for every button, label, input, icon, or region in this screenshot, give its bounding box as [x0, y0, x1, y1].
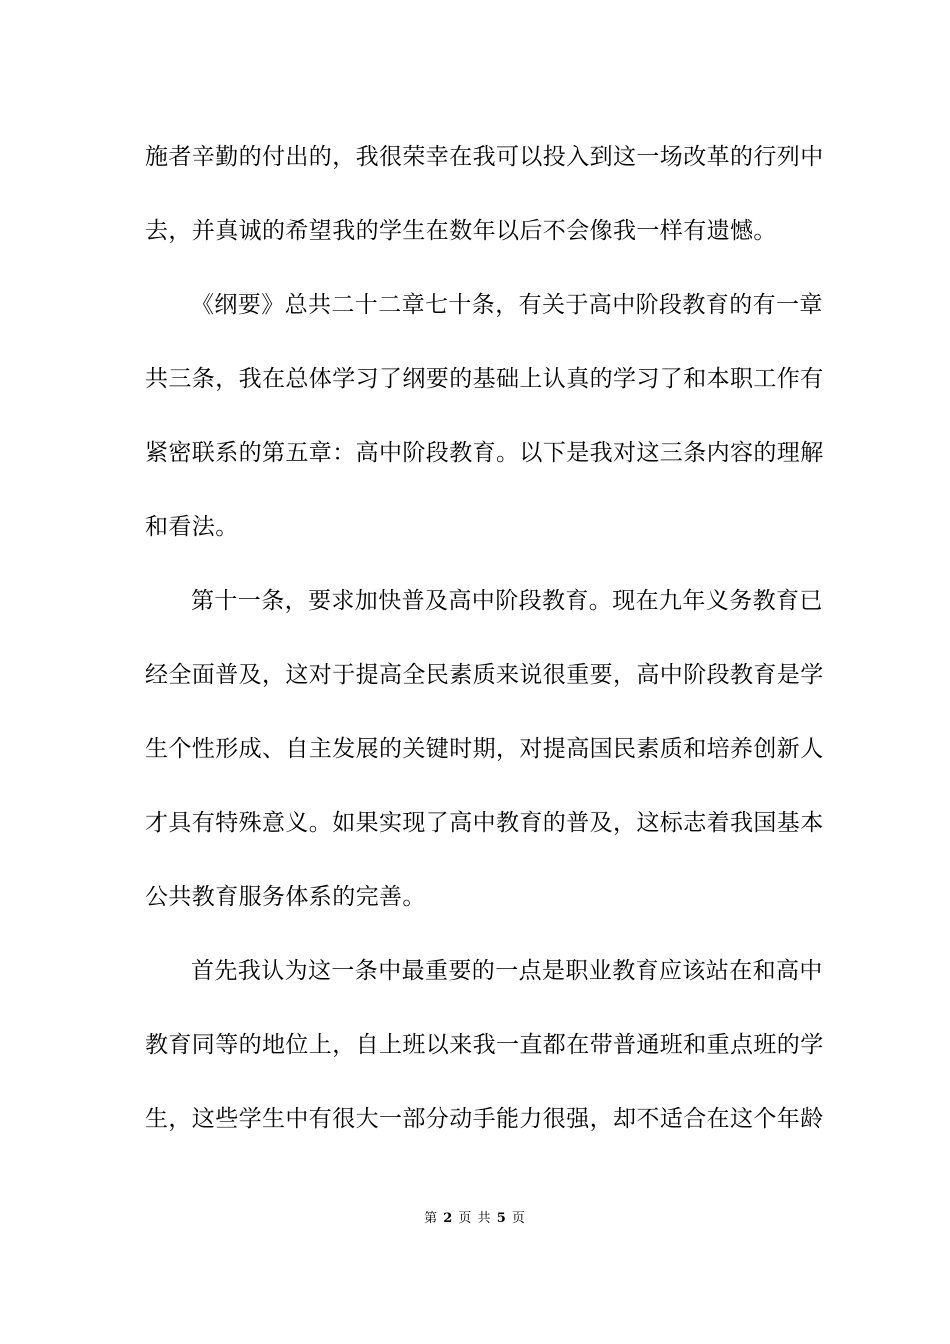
paragraph-line: 生，这些学生中有很大一部分动手能力很强，却不适合在这个年龄 [145, 1106, 824, 1132]
paragraph-line: 才具有特殊意义。如果实现了高中教育的普及，这标志着我国基本 [145, 810, 824, 836]
paragraph-line: 第十一条，要求加快普及高中阶段教育。现在九年义务教育已 [191, 588, 823, 614]
paragraph-line: 经全面普及，这对于提高全民素质来说很重要，高中阶段教育是学 [145, 662, 824, 688]
paragraph-line: 共三条，我在总体学习了纲要的基础上认真的学习了和本职工作有 [145, 366, 824, 392]
footer-middle: 页 共 [458, 1211, 492, 1226]
current-page-number: 2 [443, 1211, 454, 1226]
paragraph-line: 公共教育服务体系的完善。 [145, 884, 426, 910]
footer-prefix: 第 [424, 1211, 439, 1226]
paragraph-line: 紧密联系的第五章：高中阶段教育。以下是我对这三条内容的理解 [145, 440, 824, 466]
paragraph-line: 和看法。 [145, 514, 239, 540]
paragraph-line: 生个性形成、自主发展的关键时期，对提高国民素质和培养创新人 [145, 736, 824, 762]
paragraph-line: 《纲要》总共二十二章七十条，有关于高中阶段教育的有一章 [191, 292, 823, 318]
total-pages-number: 5 [496, 1211, 507, 1226]
footer-suffix: 页 [511, 1211, 526, 1226]
page-footer [0, 1210, 950, 1228]
paragraph-line: 施者辛勤的付出的，我很荣幸在我可以投入到这一场改革的行列中 [145, 144, 824, 170]
paragraph-line: 首先我认为这一条中最重要的一点是职业教育应该站在和高中 [191, 958, 823, 984]
paragraph-line: 教育同等的地位上，自上班以来我一直都在带普通班和重点班的学 [145, 1032, 824, 1058]
paragraph-line: 去，并真诚的希望我的学生在数年以后不会像我一样有遗憾。 [145, 218, 777, 244]
